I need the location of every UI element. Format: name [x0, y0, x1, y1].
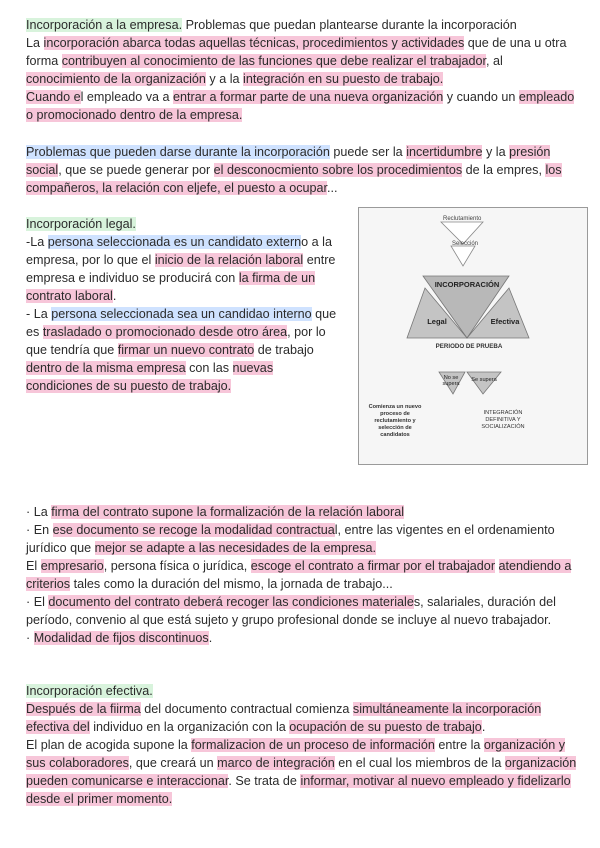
integracion-line-3: SOCIALIZACIÓN: [481, 424, 525, 430]
text-segment: - La: [26, 307, 52, 321]
se-supera-shape: [467, 372, 501, 394]
effective-paragraph-1: [26, 700, 578, 736]
text-segment: ese documento se recoge la modalidad contractua: [52, 523, 335, 537]
text-segment: organización y sus colaboradores: [26, 738, 566, 770]
text-segment: La: [26, 36, 44, 50]
contract-paragraph-3: [26, 557, 578, 593]
comienza-line-4: selección de: [378, 425, 412, 431]
text-segment: ·: [26, 631, 34, 645]
legal-heading: Incorporación legal.: [26, 217, 136, 231]
intro-subtitle: Problemas que puedan plantearse durante la incorporación: [182, 18, 517, 32]
text-segment: y la: [482, 145, 510, 159]
text-segment: que es: [26, 307, 337, 339]
comienza-line-2: proceso de: [380, 411, 410, 417]
seleccion-funnel-shape: [451, 246, 475, 266]
effective-section: [26, 682, 578, 808]
text-segment: empresario: [40, 559, 104, 573]
text-segment: individuo en la organización con la: [89, 720, 290, 734]
text-segment: incorporación abarca todas aquellas técnicas, procedimientos y actividades: [43, 36, 465, 50]
text-segment: El plan de acogida supone la: [26, 738, 192, 752]
text-segment: empleado o promocionado dentro de la empresa.: [26, 90, 575, 122]
no-supera-label-2: supera: [442, 381, 460, 387]
text-segment: incertidumbre: [406, 145, 483, 159]
legal-paragraph-1: [26, 233, 341, 305]
text-segment: , que creará un: [128, 756, 218, 770]
text-segment: documento del contrato deberá recoger las condiciones materiale: [48, 595, 414, 609]
text-segment: .: [112, 289, 117, 303]
comienza-line-1: Comienza un nuevo: [368, 404, 422, 410]
text-segment: y cuando un: [443, 90, 519, 104]
text-segment: puede ser la: [329, 145, 407, 159]
contract-section: [26, 503, 578, 647]
text-segment: firmar un nuevo contrato: [117, 343, 255, 357]
text-segment: organización pueden comunicarse e interaccionar: [26, 756, 577, 788]
incorporacion-label: INCORPORACIÓN: [434, 280, 500, 289]
periodo-prueba-label: PERIODO DE PRUEBA: [435, 343, 503, 350]
text-segment: con las: [185, 361, 233, 375]
text-segment: tales como la duración del mismo, la jornada de trabajo...: [70, 577, 393, 591]
intro-paragraph-1: [26, 34, 578, 88]
text-segment: , que se puede generar por: [58, 163, 214, 177]
contract-paragraph-1: [26, 503, 578, 521]
contract-paragraph-2: [26, 521, 578, 557]
text-segment: nuevas condiciones de su puesto de trabajo.: [26, 361, 274, 393]
text-segment: .: [481, 720, 486, 734]
integracion-line-1: INTEGRACIÓN: [483, 410, 523, 416]
text-segment: el desconocmiento sobre los procedimientos: [213, 163, 463, 177]
text-segment: marco de integración: [217, 756, 335, 770]
text-segment: , por lo que tendría que: [26, 325, 326, 357]
text-segment: firma del contrato supone la formalización de la relación laboral: [51, 505, 405, 519]
text-segment: conocimiento de la organización: [26, 72, 206, 86]
text-segment: inicio de la relación laboral: [154, 253, 304, 267]
text-segment: entrar a formar parte de una nueva organización: [173, 90, 444, 104]
text-segment: · La: [26, 505, 52, 519]
text-segment: informar, motivar al nuevo empleado y fidelizarlo desde el primer momento.: [26, 774, 571, 806]
text-segment: trasladado o promocionado desde otro área: [42, 325, 288, 339]
effective-heading-line: [26, 682, 578, 700]
text-segment: en el cual los miembros de la: [334, 756, 505, 770]
se-supera-label: Se supera: [471, 377, 497, 383]
text-segment: simultáneamente la incorporación efectiva del: [26, 702, 542, 734]
text-segment: y a la: [205, 72, 244, 86]
contract-paragraph-4: [26, 593, 578, 629]
text-segment: [495, 559, 499, 573]
text-segment: de la empres,: [462, 163, 546, 177]
text-segment: entre la: [434, 738, 484, 752]
text-segment: Después de la fiirma: [26, 702, 141, 716]
text-segment: s, salariales, duración del período, convenio al que está sujeto y grupo profesional donde se incluye al nuevo trabajador.: [26, 595, 556, 627]
text-segment: que de una u otra forma: [26, 36, 567, 68]
contract-paragraph-5: [26, 629, 578, 647]
text-segment: . Se trata de: [228, 774, 301, 788]
text-segment: persona seleccionada sea un candidao interno: [51, 307, 312, 321]
text-segment: los compañeros, la relación con eljefe, el puesto a ocupar: [26, 163, 562, 195]
seleccion-label: Selección: [452, 241, 479, 247]
text-segment: Modalidad de fijos discontinuos: [33, 631, 209, 645]
intro-section: [26, 16, 578, 124]
text-segment: ...: [327, 181, 338, 195]
intro-paragraph-2: [26, 88, 578, 124]
problems-paragraph: [26, 143, 578, 197]
efectiva-label: Efectiva: [490, 317, 520, 326]
text-segment: l, entre las vigentes en el ordenamiento jurídico que: [26, 523, 555, 555]
no-supera-label-1: No se: [443, 375, 459, 381]
text-segment: entre empresa e individuo se producirá con: [26, 253, 336, 285]
problems-section: [26, 143, 578, 197]
reclutamiento-label: Reclutamiento: [443, 216, 482, 222]
text-segment: Cuando e: [26, 90, 81, 104]
text-segment: formalizacion de un proceso de información: [191, 738, 435, 752]
legal-section: [26, 215, 341, 395]
legal-heading-line: [26, 215, 341, 233]
text-segment: persona seleccionada es un candidato extern: [47, 235, 302, 249]
effective-heading: Incorporación efectiva.: [26, 684, 153, 698]
text-segment: presión social: [26, 145, 551, 177]
intro-title-line: [26, 16, 578, 34]
text-segment: · El: [26, 595, 49, 609]
text-segment: l empleado va a: [80, 90, 174, 104]
effective-paragraph-2: [26, 736, 578, 808]
text-segment: dentro de la misma empresa: [26, 361, 186, 375]
legal-label: Legal: [427, 317, 447, 326]
text-segment: la firma de un contrato laboral: [26, 271, 316, 303]
comienza-line-5: candidatos: [380, 432, 410, 438]
text-segment: atendiendo a criterios: [26, 559, 572, 591]
text-segment: .: [208, 631, 213, 645]
text-segment: El: [26, 559, 41, 573]
text-segment: integración en su puesto de trabajo.: [243, 72, 444, 86]
text-segment: contribuyen al conocimiento de las funciones que debe realizar el trabajador: [61, 54, 486, 68]
text-segment: mejor se adapte a las necesidades de la empresa.: [94, 541, 377, 555]
text-segment: · En: [26, 523, 53, 537]
text-segment: , al: [485, 54, 503, 68]
text-segment: de trabajo: [254, 343, 314, 357]
text-segment: escoge el contrato a firmar por el trabajador: [250, 559, 496, 573]
text-segment: , persona física o jurídica,: [103, 559, 251, 573]
text-segment: Problemas que pueden darse durante la incorporación: [26, 145, 330, 159]
legal-paragraph-2: [26, 305, 341, 395]
text-segment: -La: [26, 235, 48, 249]
integracion-line-2: DEFINITIVA Y: [485, 417, 521, 423]
comienza-line-3: reclutamiento y: [374, 418, 416, 424]
incorporation-diagram: [358, 207, 588, 465]
text-segment: o a la empresa, por lo que el: [26, 235, 332, 267]
text-segment: ocupación de su puesto de trabajo: [289, 720, 482, 734]
text-segment: del documento contractual comienza: [140, 702, 353, 716]
intro-heading: Incorporación a la empresa.: [26, 18, 183, 32]
